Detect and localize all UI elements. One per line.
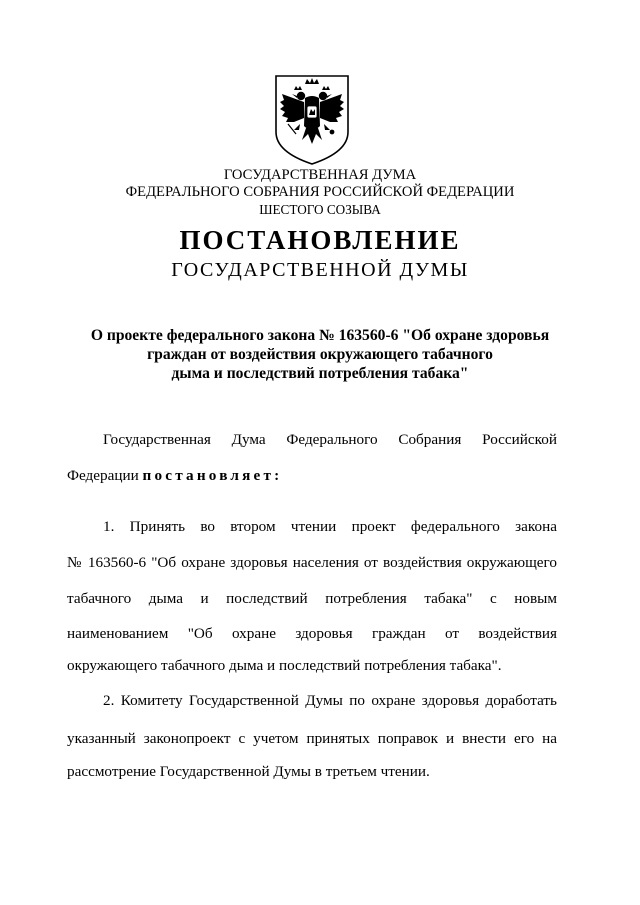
point1-line-3: табачного дыма и последствий потребления табака" с новым (67, 590, 557, 607)
point2-line-3: рассмотрение Государственной Думы в третьем чтении. (67, 763, 430, 780)
point1-line-1: 1. Принять во втором чтении проект федерального закона (103, 518, 557, 535)
point2-line-2: указанный законопроект с учетом принятых поправок и внести его на (67, 730, 557, 747)
point2-line-1: 2. Комитету Государственной Думы по охране здоровья доработать (103, 692, 557, 709)
document-title: ПОСТАНОВЛЕНИЕ (179, 225, 461, 255)
document-subtitle: ГОСУДАРСТВЕННОЙ ДУМЫ (171, 259, 469, 281)
org-line-1: ГОСУДАРСТВЕННАЯ ДУМА (223, 167, 417, 183)
preamble-line-2 (67, 467, 557, 485)
subject-line-2: граждан от воздействия окружающего табачного (147, 346, 493, 363)
point1-line-2: № 163560-6 "Об охране здоровья населения от воздействия окружающего (67, 554, 557, 571)
org-line-3: ШЕСТОГО СОЗЫВА (259, 202, 381, 217)
preamble-prefix: Федерации (67, 467, 143, 484)
subject-line-1: О проекте федерального закона № 163560-6 "Об охране здоровья (90, 327, 550, 344)
decree-word: постановляет: (142, 467, 283, 484)
point1-line-5: окружающего табачного дыма и последствий потребления табака". (67, 657, 502, 674)
org-line-2: ФЕДЕРАЛЬНОГО СОБРАНИЯ РОССИЙСКОЙ ФЕДЕРАЦИИ (125, 184, 515, 200)
subject-line-3: дыма и последствий потребления табака" (171, 365, 469, 382)
coat-of-arms-emblem (272, 74, 352, 166)
subject-heading (0, 326, 640, 383)
point1-line-4: наименованием "Об охране здоровья граждан от воздействия (67, 625, 557, 642)
preamble-line-1: Государственная Дума Федерального Собрания Российской (103, 431, 557, 448)
